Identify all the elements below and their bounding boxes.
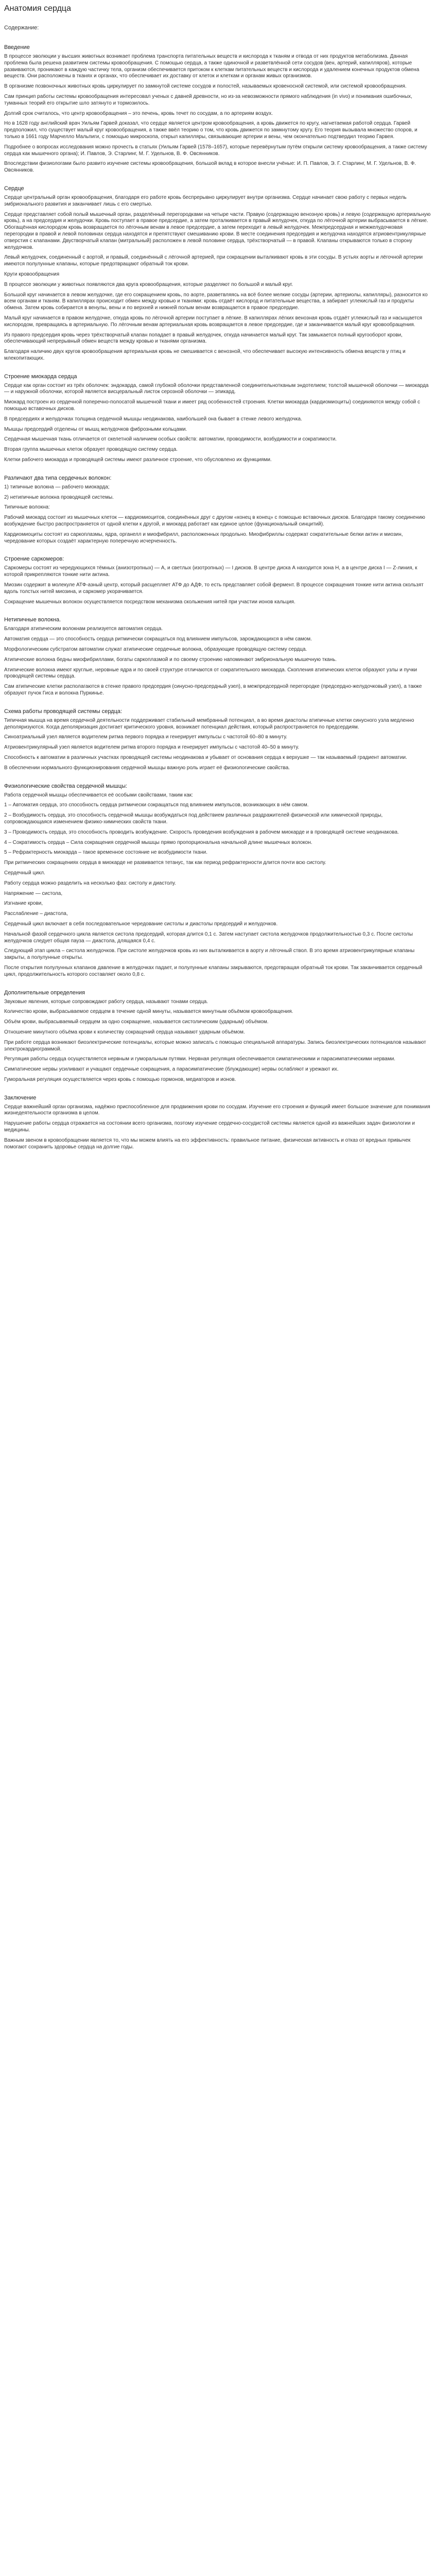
paragraph: Синоатриальный узел является водителем ритма первого порядка и генерирует импульсы с частотой 60–80 в минуту. <box>4 734 287 740</box>
paragraph: Сердце как орган состоит из трёх оболочек: эндокарда, самой глубокой оболочки представленной соединительнотканым эндотелием; толстой мышечной оболочки — миокарда — и наружной оболочки, которой является висцеральный листок серозной оболочки — эпикард. <box>4 382 430 395</box>
section-heading: Сердце <box>4 185 24 192</box>
paragraph: Миокард построен из сердечной поперечно-полосатой мышечной ткани и имеет ряд особенностей строения. Клетки миокарда (кардиомиоциты) соединяются между собой с помощью вставочных дисков. <box>4 399 422 412</box>
paragraph: Объём крови, выбрасываемый сердцем за одно сокращение, называется систолическим (ударным) объёмом. <box>4 1019 269 1025</box>
section <box>4 185 432 362</box>
paragraph: Способность к автоматии в различных участках проводящей системы неодинакова и убывает от основания сердца к верхушке — так называемый градиент автоматии. <box>4 754 407 760</box>
paragraph: Левый желудочек, соединенный с аортой, и правый, соединённый с лёгочной артерией, при сокращении выталкивают кровь в эти сосуды. В устьях аорты и лёгочной артерии имеются полулунные клапаны, которые предотвращают обратный ток крови. <box>4 255 424 267</box>
paragraph: После открытия полулунных клапанов давление в желудочках падает, и полулунные клапаны закрываются, предотвращая обратный ток крови. Так заканчивается сердечный цикл, продолжительность которого составляет около 0,8 с. <box>4 964 424 977</box>
paragraph: Атипические волокна имеют круглые, неровные ядра и по своей структуре отличаются от сократительного миокарда. Скопления атипических клеток образуют узлы и пучки проводящей системы сердца. <box>4 667 418 680</box>
paragraph: 2 – Возбудимость сердца, это способность сердечной мышцы возбуждаться под действием различных раздражителей физической или химической природы, сопровождающаяся изменением физико-химических свойств ткани. <box>4 812 385 825</box>
paragraph: Типичные волокна: <box>4 504 50 511</box>
paragraph: Впоследствии физиологами было развито изучение системы кровообращения, большой вклад в которое внесли учёные: И. П. Павлов, Э. Г. Старлинг, М. Г. Удельнов, В. Ф. Овсянников. <box>4 161 417 174</box>
section <box>4 708 432 772</box>
paragraph: Сам принцип работы системы кровообращения интересовал ученых с давней древности, но из-за невозможности прямого наблюдения (in vivo) и понимания ошибочных, туманных теорий его открытие шло затянуто и тормозилось. <box>4 93 414 106</box>
paragraph: Атипические волокна бедны миофибриллами, богаты саркоплазмой и по своему строению напоминают эмбриональную мышечную ткань. <box>4 656 337 663</box>
paragraph: Морфологическим субстратом автоматии служат атипические сердечные волокна, образующие проводящую систему сердца. <box>4 647 307 653</box>
section-heading: Различают два типа сердечных волокон: <box>4 474 112 481</box>
paragraph: 1) типичные волокна — рабочего миокарда; <box>4 484 110 490</box>
paragraph: Круги кровообращения <box>4 271 60 277</box>
paragraph: Малый круг начинается в правом желудочке, откуда кровь по лёгочной артерии поступает в лёгкие. В капиллярах лёгких венозная кровь отдаёт углекислый газ и насыщается кислородом, превращаясь в артериальную. По лёгочным венам артериальная кровь возвращается в левое предсердие, где и заканчивается малый круг кровообращения. <box>4 315 424 328</box>
section-heading: Дополнительные определения <box>4 989 85 996</box>
section-heading: Физиологические свойства сердечной мышцы: <box>4 783 128 789</box>
paragraph: Рабочий миокард состоит из мышечных клеток — кардиомиоцитов, соединённых друг с другом «конец в конец» с помощью вставочных дисков. Благодаря такому соединению возбуждение быстро распространяется от одной клетки к другой, и миокард работает как единое целое (функциональный синцитий). <box>4 515 427 528</box>
section-heading: Строение миокарда сердца <box>4 373 77 380</box>
paragraph: При ритмических сокращениях сердца в миокарде не развивается тетанус, так как период рефрактерности длится почти всю систолу. <box>4 860 326 866</box>
paragraph: Сердце представляет собой полый мышечный орган, разделённый перегородками на четыре части. Правую (содержащую венозную кровь) и левую (содержащую артериальную кровь), а на предсердия и желудочки. Кровь поступает в правое предсердие, а затем проталкивается в правый желудочек, откуда по лёгочной артерии выбрасывается в лёгкие. Обогащённая кислородом кровь возвращается по лёгочным венам в левое предсердие, а затем переходит в левый желудочек. Межпредсердная и межжелудочковая перегородки в правой и левой половинах сердца находятся и препятствуют смешиванию крови. В месте соединения предсердия и желудочка находятся атриовентрикулярные отверстия с клапанами. Двустворчатый клапан (митральный) расположен в левой половине сердца, трёхстворчатый — в правой. Клапаны открываются только в сторону желудочков. <box>4 211 432 250</box>
paragraph: 4 – Сократимость сердца – Сила сокращения сердечной мышцы прямо пропорциональна начальной длине мышечных волокон. <box>4 839 312 845</box>
paragraph: 1 – Автоматия сердца, это способность сердца ритмически сокращаться под влиянием импульсов, возникающих в нём самом. <box>4 802 309 808</box>
toc-label: Содержание: <box>4 25 39 31</box>
paragraph: Сокращение мышечных волокон осуществляется посредством механизма скольжения нитей при участии ионов кальция. <box>4 599 295 605</box>
paragraph: В обеспечении нормального функционирования сердечной мышцы важную роль играет её физиологические свойства. <box>4 765 290 771</box>
section-heading: Заключение <box>4 1094 37 1101</box>
section <box>4 990 432 1083</box>
paragraph: 3 – Проводимость сердца, это способность проводить возбуждение. Скорость проведения возбуждения в рабочем миокарде и в проводящей системе неодинакова. <box>4 829 399 835</box>
paragraph: В процессе эволюции у высших животных возникает проблема транспорта питательных веществ и кислорода к тканям и отвода от них продуктов метаболизма. Данная проблема была решена развитием системы кровообращения. С помощью сердца, а также одиночной и разветвлённой сети сосудов (вен, артерий, капилляров), которые развиваются, проникают в каждую частичку тела, организм обеспечивается притоком к клеткам питательных веществ и кислорода и удалением конечных продуктов обмена веществ. Они расположены в тканях и органах, что обеспечивает их доставку от клеток и клеткам и органам живых организмов. <box>4 54 421 79</box>
paragraph: Начальной фазой сердечного цикла является систола предсердий, которая длится 0,1 с. Затем наступает систола желудочков продолжительностью 0,3 с. После систолы желудочков следует общая пауза — диастола, длящаяся 0,4 с. <box>4 931 414 944</box>
paragraph: Важным звеном в кровообращении является то, что мы можем влиять на его эффективность: правильное питание, физическая активность и отказ от вредных привычек помогают сохранить здоровье сердца на долгие годы. <box>4 1137 412 1150</box>
page-title: Анатомия сердца <box>4 4 71 13</box>
paragraph: Большой круг начинается в левом желудочке, где его сокращением кровь, по аорте, разветвляясь на всё более мелкие сосуды (артерии, артериолы, капилляры), разносится ко всем органам и тканям. В капиллярах происходит обмен между кровью и тканями: кровь отдаёт кислород и питательные вещества, а забирает углекислый газ и продукты обмена. Затем кровь собирается в венулы, вены и по верхней и нижней полым венам возвращается в правое предсердие. <box>4 292 429 311</box>
section-heading: Введение <box>4 44 30 50</box>
paragraph: Благодаря наличию двух кругов кровообращения артериальная кровь не смешивается с венозной, что обеспечивает высокую интенсивность обмена веществ у птиц и млекопитающих. <box>4 349 407 361</box>
paragraph: В процессе эволюции у животных появляются два круга кровообращения, которые разделяют по большой и малый круг. <box>4 281 293 287</box>
paragraph: Отношение минутного объёма крови к количеству сокращений сердца называют ударным объёмом. <box>4 1029 245 1035</box>
paragraph: Сам атипические клетки располагаются в стенке правого предсердия (синусно-предсердный узел), в межпредсердной перегородке (предсердно-желудочковый узел), а также образуют пучок Гиса и волокна Пуркинье. <box>4 684 424 696</box>
paragraph: Подробнее о вопросах исследования можно прочесть в статьях (Уильям Гарвей (1578–1657), которые перевёрнутым путём открыли систему кровообращения, а также систему сердца как мышечного органа); И. Павлов, Э. Старлинг, М. Г. Удельнов, В. Ф. Овсянников. <box>4 144 429 157</box>
paragraph: Работу сердца можно разделить на несколько фаз: систолу и диастолу. <box>4 880 176 886</box>
paragraph: Симпатические нервы усиливают и учащают сердечные сокращения, а парасимпатические (блуждающие) нервы ослабляют и урежают их. <box>4 1066 339 1073</box>
paragraph: Кардиомиоциты состоят из саркоплазмы, ядра, органелл и миофибрилл, расположенных продольно. Миофибриллы содержат сократительные белки актин и миозин, чередование которых создаёт характерную поперечную исчерченность. <box>4 531 405 544</box>
section <box>4 556 432 605</box>
paragraph: Изгнание крови, <box>4 901 43 907</box>
paragraph: Напряжение — систола, <box>4 890 63 896</box>
section <box>4 1095 432 1151</box>
paragraph: Саркомеры состоят из чередующихся тёмных (анизотропных) — А, и светлых (изотропных) — I дисков. В центре диска А находится зона Н, а в центре диска I — Z-линия, к которой прикрепляются тонкие нити актина. <box>4 565 419 578</box>
paragraph: Работа сердечной мышцы обеспечивается её особыми свойствами, таким как: <box>4 792 193 798</box>
paragraph: При работе сердца возникают биоэлектрические потенциалы, которые можно записать с помощью специальной аппаратуры. Запись биоэлектрических потенциалов называют электрокардиограммой. <box>4 1039 428 1052</box>
paragraph: В предсердиях и желудочках толщина сердечной мышцы неодинакова, наибольшей она бывает в стенке левого желудочка. <box>4 416 302 422</box>
section-heading: Строение саркомеров: <box>4 556 64 563</box>
section <box>4 617 432 697</box>
paragraph: 2) нетипичные волокна проводящей системы. <box>4 494 114 500</box>
paragraph: Количество крови, выбрасываемое сердцем в течение одной минуты, называется минутным объёмом кровообращения. <box>4 1009 293 1015</box>
section <box>4 374 432 464</box>
paragraph: Сердечный цикл включает в себя последовательное чередование систолы и диастолы предсердий и желудочков. <box>4 921 278 927</box>
paragraph: Но в 1628 году английский врач Уильям Гарвей доказал, что сердце является центром кровообращения, а кровь движется по кругу, нагнетаемая работой сердца. Гарвей предположил, что существует малый круг кровообращения, а также ввёл теорию о том, что кровь движется по замкнутому кругу. Его теория вызывала множество споров, и только в 1661 году Марчелло Мальпиги, с помощью микроскопа, открыл капилляры, связывающие артерии и вены, чем окончательно подтвердил теорию Гарвея. <box>4 121 419 140</box>
paragraph: Долгий срок считалось, что центр кровообращения – это печень, кровь течет по сосудам, а по артериям воздух. <box>4 110 273 116</box>
paragraph: Сердечная мышечная ткань отличается от скелетной наличием особых свойств: автоматии, проводимости, возбудимости и сократимости. <box>4 436 337 443</box>
section <box>4 783 432 978</box>
paragraph: Гуморальная регуляция осуществляется через кровь с помощью гормонов, медиаторов и ионов. <box>4 1076 236 1082</box>
paragraph: Звуковые явления, которые сопровождают работу сердца, называют тонами сердца. <box>4 998 208 1005</box>
paragraph: Сердце центральный орган кровообращения, благодаря его работе кровь беспрерывно циркулирует внутри организма. Сердце начинает свою работу с первых недель эмбрионального развития и заканчивает лишь с его смертью. <box>4 194 408 207</box>
section <box>4 44 432 174</box>
section <box>4 475 432 545</box>
paragraph: Мышцы предсердий отделены от мышц желудочков фиброзными кольцами. <box>4 426 187 432</box>
paragraph: Расслабление – диастола, <box>4 911 68 917</box>
paragraph: Вторая группа мышечных клеток образует проводящую систему сердца. <box>4 447 178 453</box>
paragraph: 5 – Рефрактерность миокарда – такое временное состояние не возбудимости ткани. <box>4 850 207 856</box>
paragraph: Клетки рабочего миокарда и проводящей системы имеют различное строение, что обусловлено их функциями. <box>4 457 272 463</box>
article-body <box>4 44 432 1150</box>
paragraph: Нарушение работы сердца отражается на состоянии всего организма, поэтому изучение сердечно-сосудистой системы является одной из важнейших задач физиологии и медицины. <box>4 1121 416 1133</box>
paragraph: Регуляция работы сердца осуществляется нервным и гуморальным путями. Нервная регуляция обеспечивается симпатическими и парасимпатическими нервами. <box>4 1056 396 1062</box>
paragraph: Атриовентрикулярный узел является водителем ритма второго порядка и генерирует импульсы с частотой 40–50 в минуту. <box>4 744 300 751</box>
paragraph: Следующий этап цикла – систола желудочков. При систоле желудочков кровь из них выталкивается в аорту и лёгочный ствол. В это время атриовентрикулярные клапаны закрыты, а полулунные открыты. <box>4 948 416 961</box>
paragraph: Сердечный цикл. <box>4 870 45 876</box>
article <box>0 0 436 1170</box>
paragraph: Сердце важнейший орган организма, надёжно приспособленное для продвижения крови по сосудам. Изучение его строения и функций имеет большое значение для понимания жизнедеятельности организма в целом. <box>4 1104 432 1116</box>
paragraph: Благодаря атипическим волокнам реализуется автоматия сердца. <box>4 626 163 632</box>
section-heading: Нетипичные волокна. <box>4 617 61 623</box>
paragraph: В организме позвоночных животных кровь циркулирует по замкнутой системе сосудов и полостей, называемых кровеносной системой, или системой кровообращения. <box>4 83 407 90</box>
paragraph: Из правого предсердия кровь через трёхстворчатый клапан попадает в правый желудочек, откуда начинается малый круг. Так замыкается полный кругооборот крови, обеспечивающий непрерывный обмен веществ между кровью и тканями организма. <box>4 332 404 345</box>
paragraph: Автоматия сердца — это способность сердца ритмически сокращаться под влиянием импульсов, зарождающихся в нём самом. <box>4 636 312 642</box>
paragraph: Типичная мышца на время сердечной деятельности поддерживает стабильный мембранный потенциал, а во время диастолы атипичные клетки синусного узла медленно деполяризуются. Когда деполяризация достигает критического уровня, возникает потенциал действия, который распространяется по предсердиям. <box>4 717 416 730</box>
section-heading: Схема работы проводящей системы сердца: <box>4 708 123 715</box>
paragraph: Миозин содержит в молекуле АТФ-азный центр, который расщепляет АТФ до АДФ, то есть представляет собой фермент. В процессе сокращения тонкие нити актина скользят вдоль толстых нитей миозина, и саркомер укорачивается. <box>4 582 425 595</box>
